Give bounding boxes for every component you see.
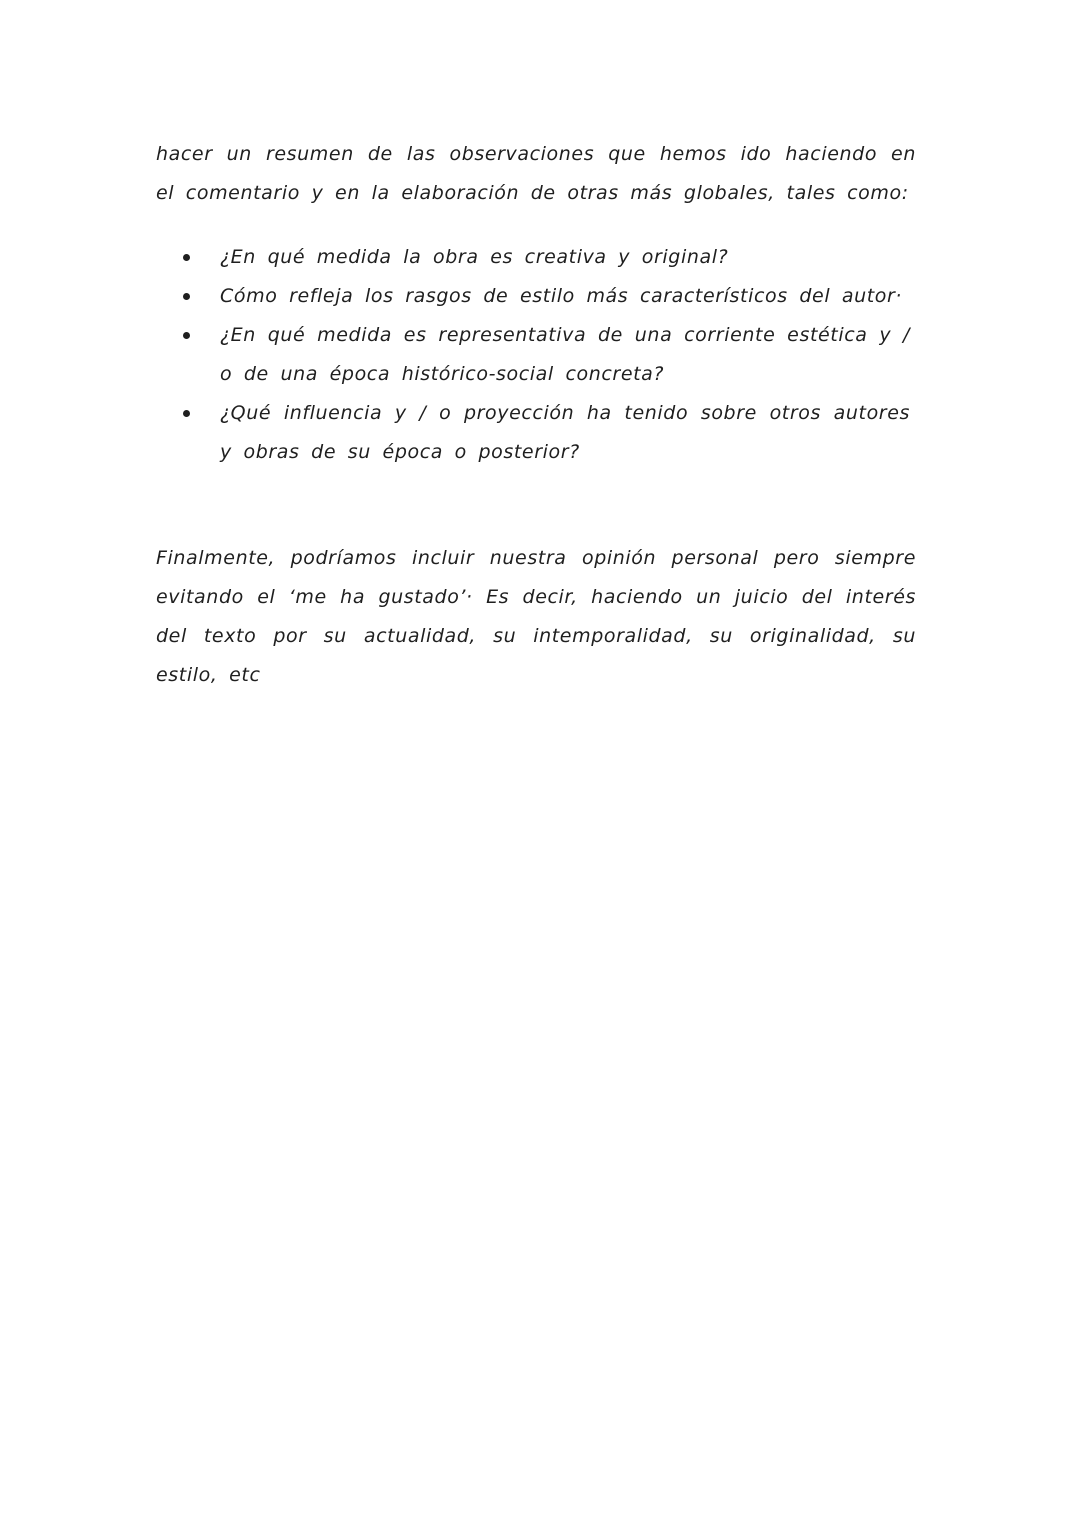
intro-paragraph: hacer un resumen de las observaciones que hemos ido haciendo en el comentario y en la elaboración de otras más globales, tales como:	[156, 143, 916, 204]
bullet-icon	[183, 293, 190, 300]
question-item-3	[220, 316, 910, 394]
question-item-4	[220, 394, 910, 472]
question-text-1: ¿En qué medida la obra es creativa y original?	[220, 246, 729, 268]
question-list	[220, 238, 910, 472]
bullet-icon	[183, 254, 190, 261]
bullet-icon	[183, 332, 190, 339]
question-item-1	[220, 238, 910, 277]
question-text-4: ¿Qué influencia y / o proyección ha tenido sobre otros autores y obras de su época o posterior?	[220, 402, 910, 463]
bullet-icon	[183, 410, 190, 417]
question-item-2	[220, 277, 910, 316]
conclusion-paragraph: Finalmente, podríamos incluir nuestra opinión personal pero siempre evitando el ‘me ha gustado’· Es decir, haciendo un juicio del interés del texto por su actualidad, su intemporalidad, su originalidad, su estilo, etc	[156, 547, 916, 686]
question-text-3: ¿En qué medida es representativa de una corriente estética y / o de una época histórico-social concreta?	[220, 324, 910, 385]
question-text-2: Cómo refleja los rasgos de estilo más característicos del autor·	[220, 285, 903, 307]
